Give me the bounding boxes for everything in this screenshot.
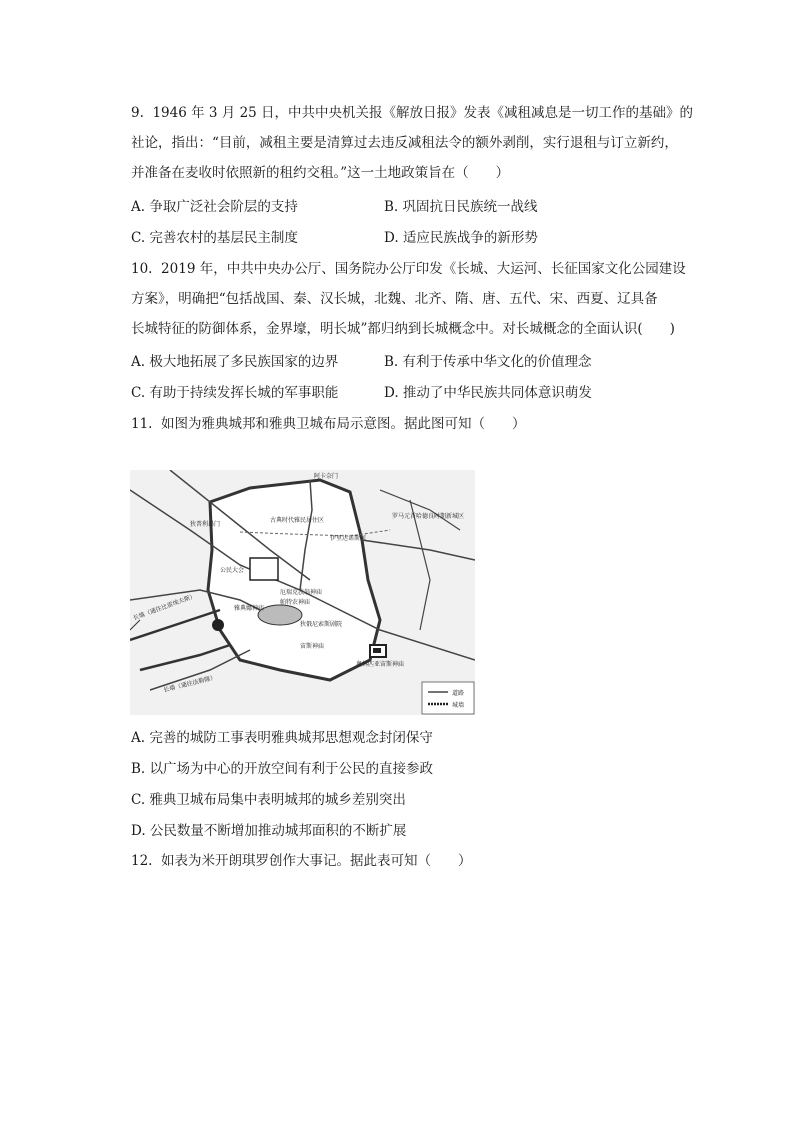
map-label-8: 帕特农神庙 bbox=[280, 599, 311, 606]
q9-stem-line3: 并准备在麦收时依照新的租约交租。”这一土地政策旨在（ ） bbox=[131, 165, 510, 181]
q11-option-b: B. 以广场为中心的开放空间有利于公民的直接参政 bbox=[131, 761, 434, 777]
map-label-10: 宙斯神庙 bbox=[300, 643, 325, 650]
athens-layout-map bbox=[130, 470, 475, 715]
map-label-7: 厄瑞克忒翁神庙 bbox=[280, 589, 323, 596]
map-label-1: 古典时代雅民居住区 bbox=[270, 517, 325, 524]
map-label-11: 奥林匹亚宙斯神庙 bbox=[356, 661, 405, 668]
map-label-4: 伊里达诺斯河 bbox=[330, 535, 367, 542]
q10-option-b: B. 有利于传承中华文化的价值理念 bbox=[384, 354, 592, 370]
map-legend-road: 道路 bbox=[452, 690, 465, 697]
q9-option-a: A. 争取广泛社会阶层的支持 bbox=[131, 199, 298, 215]
q9-option-d: D. 适应民族战争的新形势 bbox=[384, 230, 538, 246]
athens-map-svg bbox=[130, 470, 475, 715]
q10-option-d: D. 推动了中华民族共同体意识萌发 bbox=[384, 385, 592, 401]
city-wall bbox=[208, 480, 380, 680]
q11-stem: 11. 如图为雅典城邦和雅典卫城布局示意图。据此图可知（ ） bbox=[131, 416, 526, 432]
q12-stem: 12. 如表为米开朗琪罗创作大事记。据此表可知（ ） bbox=[131, 853, 472, 869]
q10-option-a: A. 极大地拓展了多民族国家的边界 bbox=[131, 354, 339, 370]
map-label-2: 罗马元首哈德良时期新城区 bbox=[392, 513, 465, 520]
q10-stem-line1: 10. 2019 年，中共中央办公厅、国务院办公厅印发《长城、大运河、长征国家文化公园建设 bbox=[131, 261, 686, 277]
map-label-5: 公民大会 bbox=[220, 567, 245, 574]
map-label-13: 长墙（通往法勒隆） bbox=[162, 674, 217, 694]
q9-option-c: C. 完善农村的基层民主制度 bbox=[131, 230, 298, 246]
map-legend-wall: 城墙 bbox=[452, 702, 465, 709]
q10-option-c: C. 有助于持续发挥长城的军事职能 bbox=[131, 385, 339, 401]
q10-stem-line3: 长城特征的防御体系，金界壕，明长城”都归纳到长城概念中。对长城概念的全面认识( ) bbox=[131, 321, 675, 337]
q9-stem-line2: 社论，指出：“目前，减租主要是清算过去违反减租法令的额外剥削，实行退租与订立新约， bbox=[131, 135, 678, 151]
map-label-9: 狄俄尼索斯剧院 bbox=[300, 621, 343, 628]
map-label-12: 长墙（通往比雷埃夫斯） bbox=[132, 592, 197, 622]
map-label-3: 狄普利昂门 bbox=[190, 521, 221, 528]
map-label-0: 阿卡奈门 bbox=[314, 473, 339, 480]
q10-stem-line2: 方案》，明确把“包括战国、秦、汉长城，北魏、北齐、隋、唐、五代、宋、西夏、辽具备 bbox=[131, 291, 658, 307]
map-label-6: 雅典娜神庙 bbox=[234, 605, 265, 612]
q9-option-b: B. 巩固抗日民族统一战线 bbox=[384, 199, 538, 215]
q11-option-a: A. 完善的城防工事表明雅典城邦思想观念封闭保守 bbox=[131, 730, 433, 746]
q9-stem-line1: 9. 1946 年 3 月 25 日，中共中央机关报《解放日报》发表《减租减息是一切工作的基础》的 bbox=[131, 105, 694, 121]
q11-option-d: D. 公民数量不断增加推动城邦面积的不断扩展 bbox=[131, 823, 407, 839]
q11-option-c: C. 雅典卫城布局集中表明城邦的城乡差别突出 bbox=[131, 792, 406, 808]
